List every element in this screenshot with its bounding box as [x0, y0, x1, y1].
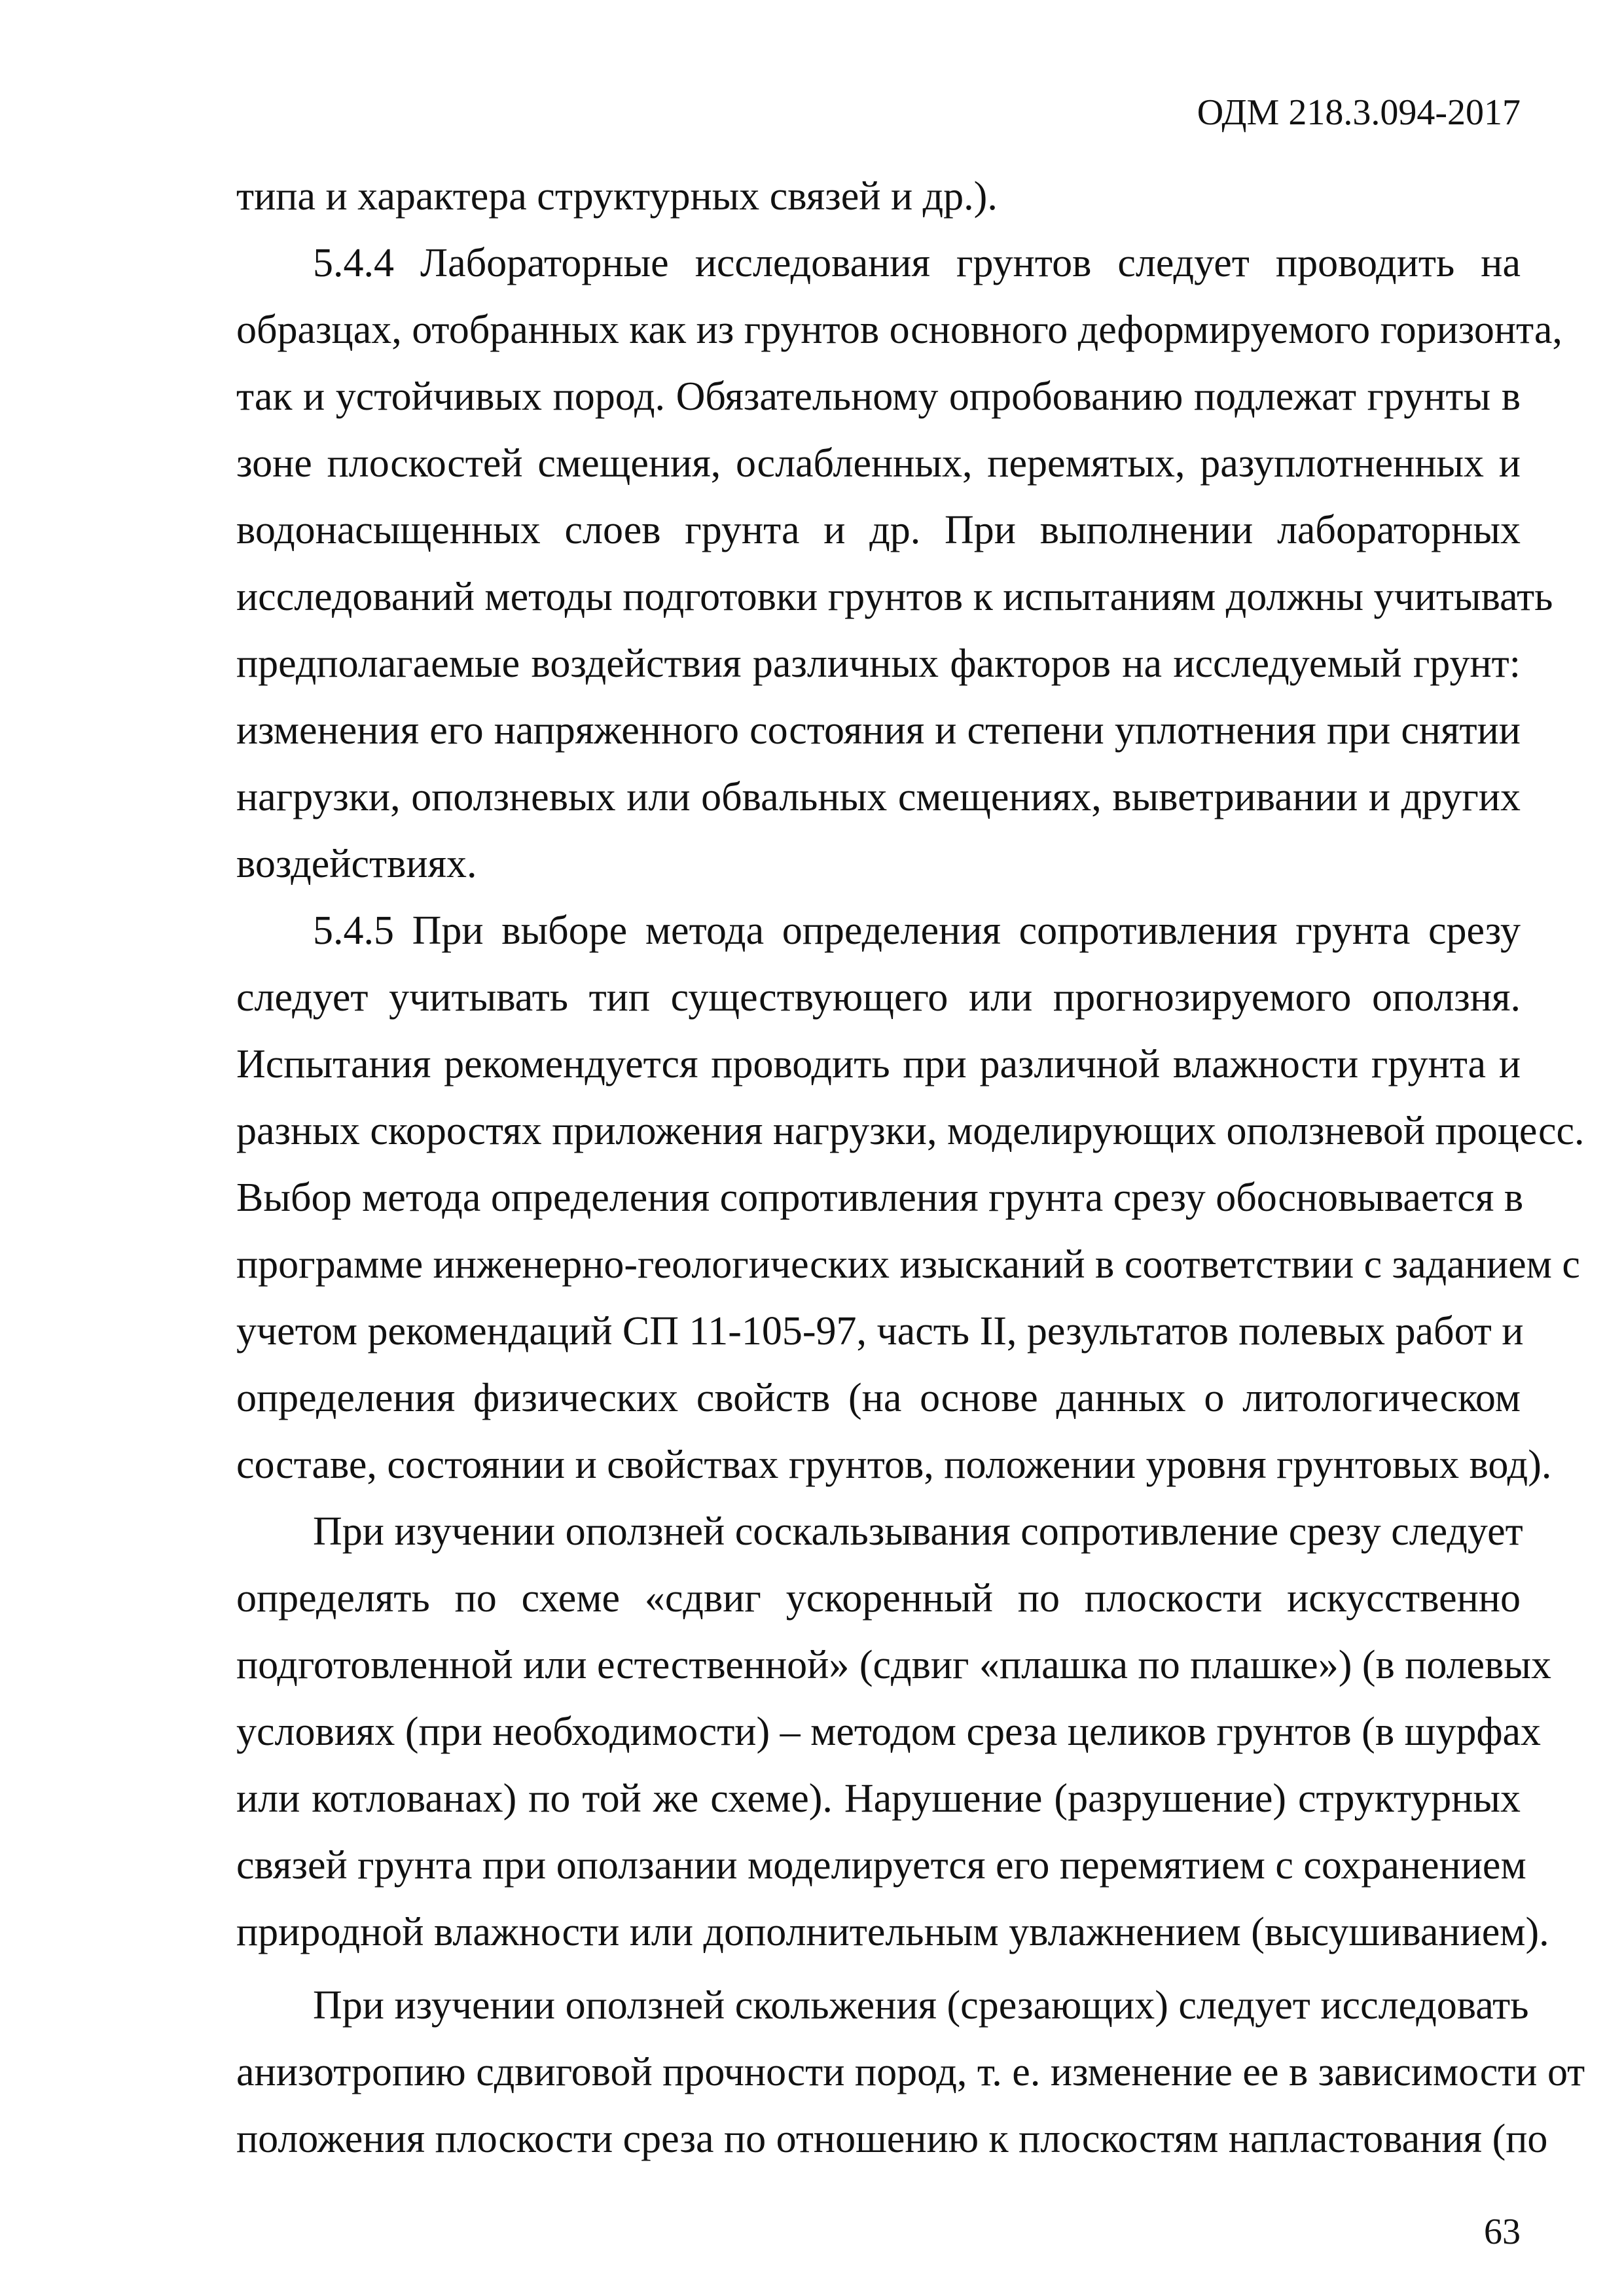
text-line: так и устойчивых пород. Обязательному опробованию подлежат грунты в: [236, 374, 1521, 419]
paragraph: [236, 1498, 1552, 1965]
text-line: При изучении оползней соскальзывания сопротивление срезу следует: [313, 1509, 1523, 1554]
text-line: нагрузки, оползневых или обвальных смещениях, выветривании и других: [236, 775, 1521, 819]
text-line: исследований методы подготовки грунтов к испытаниям должны учитывать: [236, 575, 1553, 619]
text-line: зоне плоскостей смещения, ослабленных, перемятых, разуплотненных и: [236, 441, 1521, 486]
text-line: анизотропию сдвиговой прочности пород, т. е. изменение ее в зависимости от: [236, 2050, 1585, 2094]
text-line: 5.4.4 Лабораторные исследования грунтов следует проводить на: [313, 241, 1521, 285]
text-line: Испытания рекомендуется проводить при различной влажности грунта и: [236, 1042, 1521, 1086]
text-line: связей грунта при оползании моделируется его перемятием с сохранением: [236, 1843, 1526, 1888]
text-line: Выбор метода определения сопротивления грунта срезу обосновывается в: [236, 1175, 1524, 1220]
text-line: составе, состоянии и свойствах грунтов, положении уровня грунтовых вод).: [236, 1443, 1552, 1487]
text-line: изменения его напряженного состояния и степени уплотнения при снятии: [236, 708, 1521, 753]
document-body: [236, 163, 1585, 2172]
text-line: следует учитывать тип существующего или прогнозируемого оползня.: [236, 975, 1521, 1020]
text-line: предполагаемые воздействия различных факторов на исследуемый грунт:: [236, 641, 1521, 686]
text-line: положения плоскости среза по отношению к плоскостям напластования (по: [236, 2117, 1548, 2161]
text-line: типа и характера структурных связей и др.).: [236, 174, 998, 219]
paragraph: [236, 230, 1562, 897]
text-line: разных скоростях приложения нагрузки, моделирующих оползневой процесс.: [236, 1109, 1585, 1153]
document-code-header: ОДМ 218.3.094-2017: [1197, 92, 1521, 133]
text-line: условиях (при необходимости) – методом среза целиков грунтов (в шурфах: [236, 1710, 1542, 1754]
text-line: воздействиях.: [236, 842, 477, 886]
text-line: водонасыщенных слоев грунта и др. При выполнении лабораторных: [236, 508, 1521, 552]
text-line: определения физических свойств (на основе данных о литологическом: [236, 1376, 1521, 1420]
text-line: подготовленной или естественной» (сдвиг «плашка по плашке») (в полевых: [236, 1643, 1552, 1687]
paragraph: [236, 163, 1521, 230]
text-line: образцах, отобранных как из грунтов основного деформируемого горизонта,: [236, 308, 1562, 352]
text-line: учетом рекомендаций СП 11-105-97, часть II, результатов полевых работ и: [236, 1309, 1524, 1354]
text-line: 5.4.5 При выборе метода определения сопротивления грунта срезу: [313, 908, 1521, 953]
paragraph: [236, 897, 1585, 1498]
text-line: При изучении оползней скольжения (срезающих) следует исследовать: [313, 1983, 1529, 2028]
text-line: определять по схеме «сдвиг ускоренный по плоскости искусственно: [236, 1576, 1521, 1621]
text-line: природной влажности или дополнительным увлажнением (высушиванием).: [236, 1910, 1549, 1954]
text-line: или котлованах) по той же схеме). Нарушение (разрушение) структурных: [236, 1776, 1521, 1821]
page-number: 63: [1484, 2212, 1521, 2252]
text-line: программе инженерно-геологических изысканий в соответствии с заданием с: [236, 1242, 1580, 1287]
paragraph: [236, 1972, 1585, 2172]
